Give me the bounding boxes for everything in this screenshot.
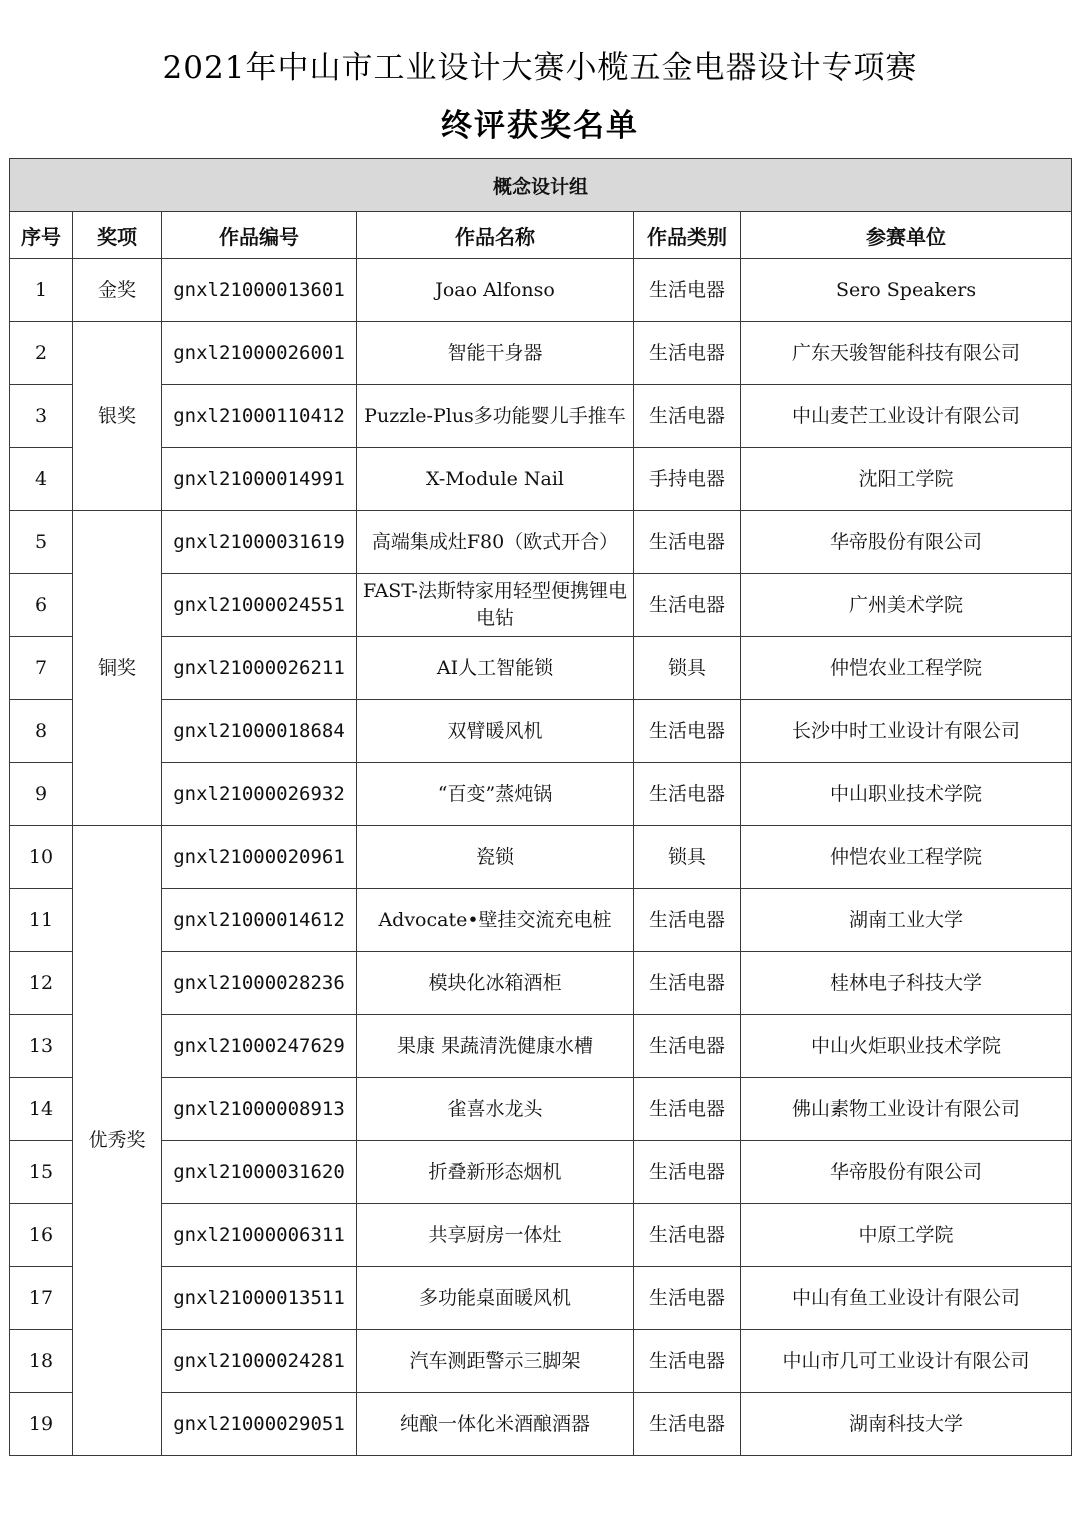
participant-unit: 中山麦芒工业设计有限公司 — [741, 385, 1072, 448]
work-code: gnxl21000013511 — [162, 1267, 357, 1330]
table-row — [10, 637, 1072, 700]
table-row — [10, 1078, 1072, 1141]
table-row — [10, 322, 1072, 385]
row-number: 7 — [10, 637, 73, 700]
table-row — [10, 952, 1072, 1015]
work-code: gnxl21000247629 — [162, 1015, 357, 1078]
row-number: 6 — [10, 574, 73, 637]
participant-unit: 中原工学院 — [741, 1204, 1072, 1267]
work-name: 瓷锁 — [357, 826, 634, 889]
work-name: 汽车测距警示三脚架 — [357, 1330, 634, 1393]
participant-unit: 广州美术学院 — [741, 574, 1072, 637]
work-name: 雀喜水龙头 — [357, 1078, 634, 1141]
work-code: gnxl21000018684 — [162, 700, 357, 763]
row-number: 9 — [10, 763, 73, 826]
table-row — [10, 385, 1072, 448]
participant-unit: 华帝股份有限公司 — [741, 511, 1072, 574]
work-code: gnxl21000014612 — [162, 889, 357, 952]
work-name: 双臂暖风机 — [357, 700, 634, 763]
table-row — [10, 574, 1072, 637]
work-category: 生活电器 — [634, 1330, 741, 1393]
table-row — [10, 700, 1072, 763]
participant-unit: 中山有鱼工业设计有限公司 — [741, 1267, 1072, 1330]
participant-unit: 桂林电子科技大学 — [741, 952, 1072, 1015]
work-category: 生活电器 — [634, 259, 741, 322]
work-code: gnxl21000014991 — [162, 448, 357, 511]
participant-unit: 中山市几可工业设计有限公司 — [741, 1330, 1072, 1393]
work-code: gnxl21000028236 — [162, 952, 357, 1015]
row-number: 12 — [10, 952, 73, 1015]
work-code: gnxl21000029051 — [162, 1393, 357, 1456]
row-number: 10 — [10, 826, 73, 889]
work-name: AI人工智能锁 — [357, 637, 634, 700]
group-header-row — [10, 159, 1072, 212]
row-number: 18 — [10, 1330, 73, 1393]
award-cell: 优秀奖 — [73, 826, 162, 1456]
work-code: gnxl21000026211 — [162, 637, 357, 700]
row-number: 8 — [10, 700, 73, 763]
table-row — [10, 448, 1072, 511]
column-header-unit: 参赛单位 — [741, 212, 1072, 259]
group-name: 概念设计组 — [10, 159, 1072, 212]
work-name: “百变”蒸炖锅 — [357, 763, 634, 826]
table-body — [10, 259, 1072, 1456]
table-row — [10, 763, 1072, 826]
work-category: 生活电器 — [634, 322, 741, 385]
table-row — [10, 1015, 1072, 1078]
work-name: 果康 果蔬清洗健康水槽 — [357, 1015, 634, 1078]
row-number: 2 — [10, 322, 73, 385]
work-category: 生活电器 — [634, 1078, 741, 1141]
work-name: 纯酿一体化米酒酿酒器 — [357, 1393, 634, 1456]
participant-unit: 湖南工业大学 — [741, 889, 1072, 952]
table-row — [10, 259, 1072, 322]
work-name: 共享厨房一体灶 — [357, 1204, 634, 1267]
work-category: 锁具 — [634, 637, 741, 700]
work-name: 模块化冰箱酒柜 — [357, 952, 634, 1015]
work-name: 折叠新形态烟机 — [357, 1141, 634, 1204]
participant-unit: 仲恺农业工程学院 — [741, 826, 1072, 889]
row-number: 4 — [10, 448, 73, 511]
work-category: 生活电器 — [634, 700, 741, 763]
column-header-award: 奖项 — [73, 212, 162, 259]
work-code: gnxl21000008913 — [162, 1078, 357, 1141]
participant-unit: 中山火炬职业技术学院 — [741, 1015, 1072, 1078]
column-header-code: 作品编号 — [162, 212, 357, 259]
column-header-category: 作品类别 — [634, 212, 741, 259]
column-header-no: 序号 — [10, 212, 73, 259]
participant-unit: 华帝股份有限公司 — [741, 1141, 1072, 1204]
participant-unit: 湖南科技大学 — [741, 1393, 1072, 1456]
work-code: gnxl21000026932 — [162, 763, 357, 826]
work-category: 生活电器 — [634, 511, 741, 574]
row-number: 5 — [10, 511, 73, 574]
row-number: 19 — [10, 1393, 73, 1456]
work-code: gnxl21000006311 — [162, 1204, 357, 1267]
table-row — [10, 1330, 1072, 1393]
table-row — [10, 1267, 1072, 1330]
work-category: 生活电器 — [634, 1204, 741, 1267]
work-category: 生活电器 — [634, 952, 741, 1015]
work-name: 多功能桌面暖风机 — [357, 1267, 634, 1330]
row-number: 14 — [10, 1078, 73, 1141]
row-number: 1 — [10, 259, 73, 322]
work-category: 生活电器 — [634, 763, 741, 826]
table-row — [10, 1204, 1072, 1267]
work-category: 生活电器 — [634, 385, 741, 448]
page-subtitle: 终评获奖名单 — [441, 108, 639, 144]
work-code: gnxl21000024281 — [162, 1330, 357, 1393]
work-category: 生活电器 — [634, 1393, 741, 1456]
work-category: 手持电器 — [634, 448, 741, 511]
participant-unit: 广东天骏智能科技有限公司 — [741, 322, 1072, 385]
work-name: 高端集成灶F80（欧式开合） — [357, 511, 634, 574]
participant-unit: Sero Speakers — [741, 259, 1072, 322]
work-code: gnxl21000026001 — [162, 322, 357, 385]
row-number: 11 — [10, 889, 73, 952]
work-code: gnxl21000020961 — [162, 826, 357, 889]
participant-unit: 佛山素物工业设计有限公司 — [741, 1078, 1072, 1141]
work-category: 生活电器 — [634, 1141, 741, 1204]
table-row — [10, 1141, 1072, 1204]
work-name: Joao Alfonso — [357, 259, 634, 322]
table-row — [10, 511, 1072, 574]
work-name: Advocate•壁挂交流充电桩 — [357, 889, 634, 952]
award-cell: 铜奖 — [73, 511, 162, 826]
work-category: 锁具 — [634, 826, 741, 889]
row-number: 13 — [10, 1015, 73, 1078]
award-table — [9, 158, 1072, 1456]
work-name: 智能干身器 — [357, 322, 634, 385]
work-category: 生活电器 — [634, 1267, 741, 1330]
table-row — [10, 889, 1072, 952]
award-cell: 银奖 — [73, 322, 162, 511]
row-number: 15 — [10, 1141, 73, 1204]
row-number: 16 — [10, 1204, 73, 1267]
table-row — [10, 826, 1072, 889]
work-category: 生活电器 — [634, 574, 741, 637]
column-header-name: 作品名称 — [357, 212, 634, 259]
work-category: 生活电器 — [634, 889, 741, 952]
work-code: gnxl21000110412 — [162, 385, 357, 448]
work-category: 生活电器 — [634, 1015, 741, 1078]
column-header-row — [10, 212, 1072, 259]
work-code: gnxl21000024551 — [162, 574, 357, 637]
work-code: gnxl21000031620 — [162, 1141, 357, 1204]
participant-unit: 中山职业技术学院 — [741, 763, 1072, 826]
work-name: X-Module Nail — [357, 448, 634, 511]
award-cell: 金奖 — [73, 259, 162, 322]
work-code: gnxl21000031619 — [162, 511, 357, 574]
row-number: 17 — [10, 1267, 73, 1330]
participant-unit: 仲恺农业工程学院 — [741, 637, 1072, 700]
participant-unit: 长沙中时工业设计有限公司 — [741, 700, 1072, 763]
work-name: Puzzle-Plus多功能婴儿手推车 — [357, 385, 634, 448]
work-name: FAST-法斯特家用轻型便携锂电电钻 — [357, 574, 634, 637]
participant-unit: 沈阳工学院 — [741, 448, 1072, 511]
page-title: 2021年中山市工业设计大赛小榄五金电器设计专项赛 — [162, 50, 918, 86]
work-code: gnxl21000013601 — [162, 259, 357, 322]
table-row — [10, 1393, 1072, 1456]
row-number: 3 — [10, 385, 73, 448]
